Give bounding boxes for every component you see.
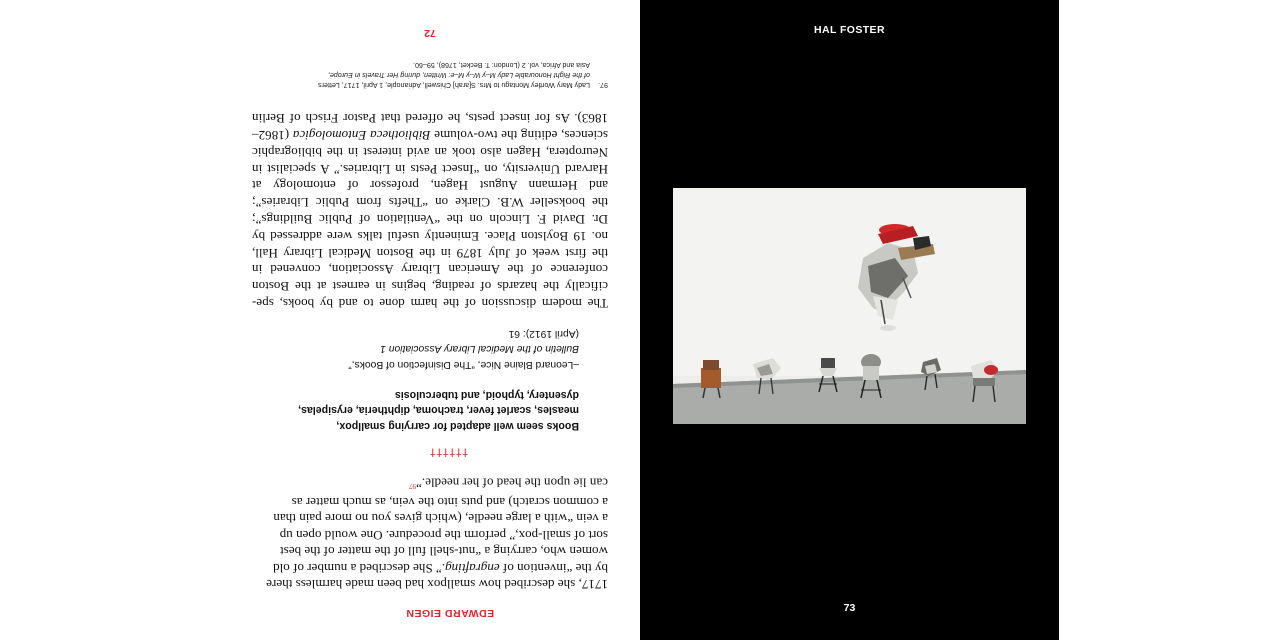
text-line: cifically the hazards of reading, begins in earnest at the Boston <box>252 279 608 295</box>
footnote-reference: 97 <box>409 481 417 490</box>
running-head-left: EDWARD EIGEN <box>405 607 495 619</box>
text-line: and Hermann August Hagen, professor of entomology at <box>252 178 608 194</box>
section-divider-ornament: †††††† <box>429 446 468 459</box>
footnote-line: Asia and Africa, vol. 2 (London: T. Becket, 1768), 59–60. <box>413 61 590 69</box>
footnote-line <box>268 80 608 90</box>
photo-wall-upper <box>673 188 1026 376</box>
text-line: conference of the American Library Association, convened in <box>252 262 608 278</box>
attribution-line: –Leonard Blaine Nice, “The Disinfection of Books,” <box>348 359 579 370</box>
text-line: Neuroptera, Hagen also took an avid interest in the bibliographic <box>252 144 608 160</box>
epigraph-line: measles, scarlet fever, trachoma, diphtheria, erysipelas, <box>298 404 579 417</box>
gallery-installation-photo-icon <box>673 188 1026 424</box>
body-paragraph <box>252 109 608 311</box>
left-page-content-rotated <box>220 0 640 640</box>
footnote-line: of the Right Honourable Lady M–y W–y M–e: Written, during Her Travels in Europe, <box>327 71 590 79</box>
running-head-right: HAL FOSTER <box>814 24 885 36</box>
footnote <box>268 60 608 90</box>
epigraph-attribution <box>279 326 579 373</box>
page-number-right: 73 <box>843 602 856 614</box>
attribution-line: Bulletin of the Medical Library Association 1 <box>380 343 579 355</box>
page-number-left: 72 <box>424 27 436 39</box>
footnote-text: Lady Mary Wortley Montagu to Mrs. S[arah] Chiswell, Adrianople, 1 April, 1717, Letters <box>318 81 590 89</box>
text-line: women who, carrying a “nut-shell full of the matter of the best <box>280 544 608 560</box>
text-line-content: can lie upon the head of her needle.” <box>416 475 608 491</box>
text-line: 1717, she described how smallpox had been made harmless there <box>266 577 608 592</box>
text-line: 1863). As for insect pests, he offered that Pastor Frisch of Berlin <box>252 111 608 127</box>
text-line: by the “invention of engrafting.” She described a number of old <box>273 560 608 576</box>
text-line: The modern discussion of the harm done to and by books, spe- <box>252 296 608 311</box>
text-line: Harvard University, on “Insect Pests in Libraries.” A specialist in <box>252 161 608 177</box>
text-line: the bookseller W.B. Clarke on “Thefts from Public Libraries”; <box>252 195 608 211</box>
footnote-number: 97. <box>598 81 608 89</box>
text-line: a vein “with a large needle, (which gives you no more pain than <box>273 511 608 527</box>
text-line: the first week of July 1879 in the Boston Medical Library Hall, <box>252 245 608 261</box>
text-line-with-footnote <box>254 474 608 494</box>
continuation-paragraph <box>254 474 608 592</box>
text-line: sort of small-pox,” perform the procedure. One would open up <box>279 527 608 543</box>
epigraph-line: Books seem well adapted for carrying smallpox, <box>336 420 579 432</box>
epigraph-line: dysentery, typhoid, and tuberculosis <box>394 389 579 401</box>
right-page <box>640 0 1059 640</box>
left-page <box>220 0 640 640</box>
text-line: sciences, editing the two-volume Bibliotheca Entomologica (1862– <box>252 128 608 144</box>
text-line: a common scratch) and puts into the vein, as much matter as <box>291 494 608 510</box>
attribution-line: (April 1912): 61 <box>508 328 579 339</box>
text-line: Dr. David F. Lincoln on the “Ventilation of Public Buildings”; <box>252 212 608 228</box>
epigraph <box>279 387 579 434</box>
text-line: no. 19 Boylston Place. Eminently useful talks were addressed by <box>252 228 608 244</box>
